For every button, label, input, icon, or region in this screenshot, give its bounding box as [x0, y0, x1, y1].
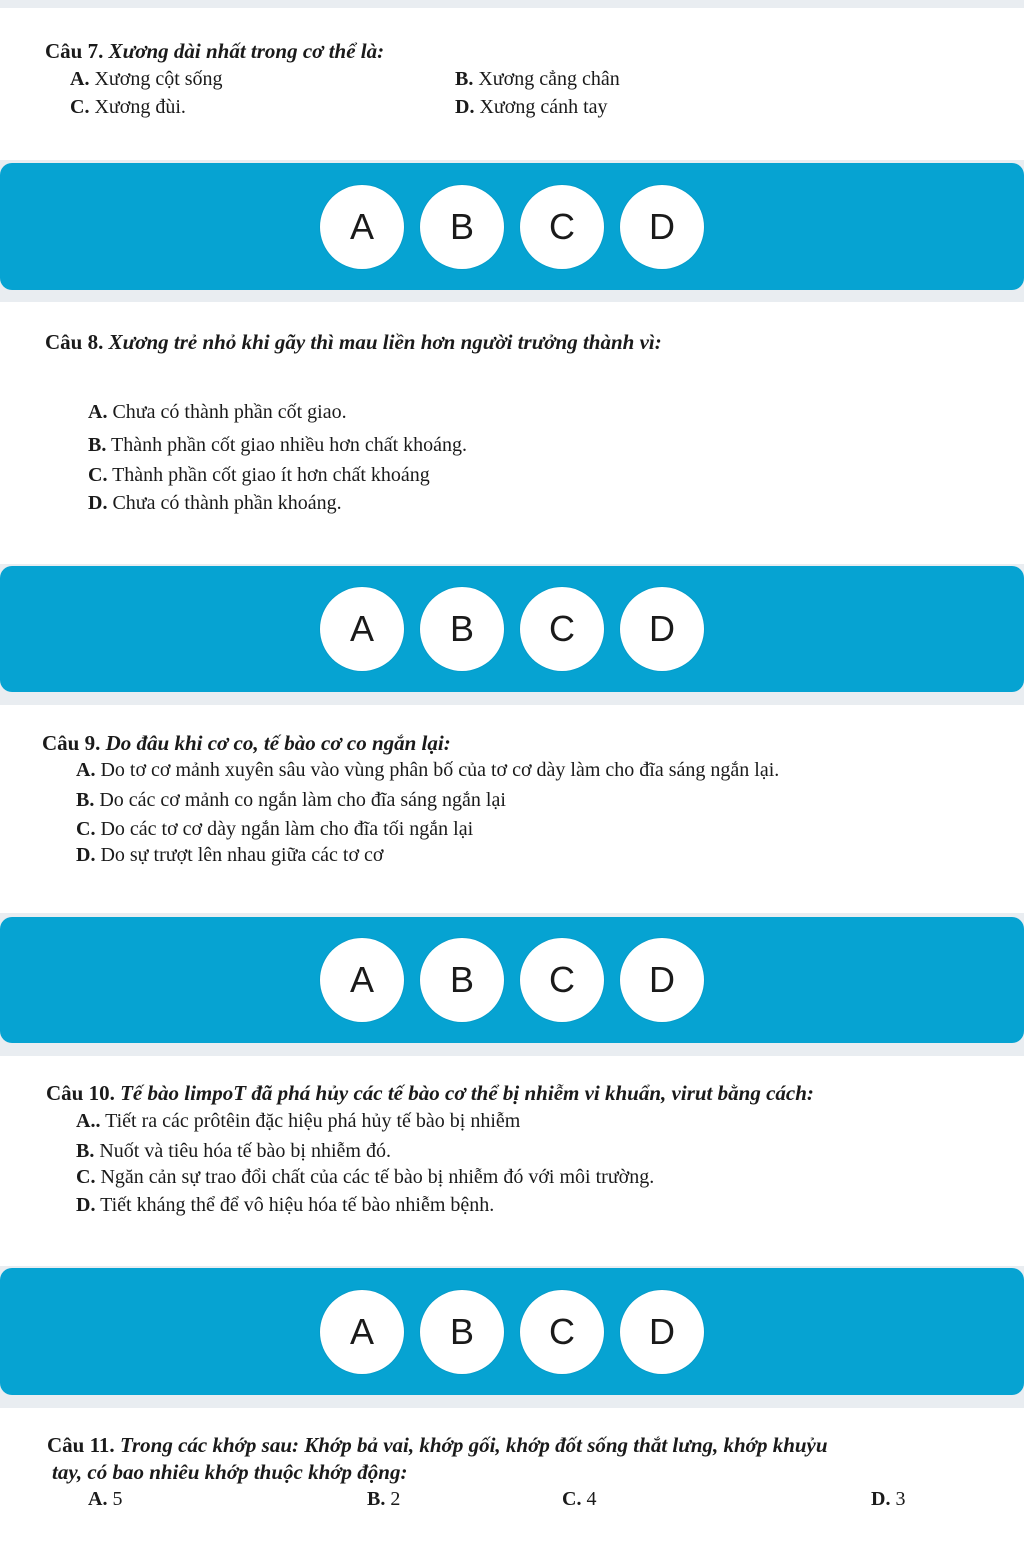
question-number: Câu 7.: [45, 39, 104, 63]
option-b: [455, 66, 620, 92]
answer-buttons: [0, 1290, 1024, 1374]
option-key: C.: [76, 818, 96, 840]
answer-buttons: [0, 185, 1024, 269]
option-key: B.: [367, 1488, 386, 1510]
option-text: 5: [107, 1488, 123, 1510]
answer-button-c[interactable]: C: [520, 938, 604, 1022]
question-title: [45, 329, 662, 355]
option-text: 2: [385, 1488, 401, 1510]
option-b: [76, 787, 506, 813]
answer-button-b[interactable]: B: [420, 938, 504, 1022]
answer-button-a[interactable]: A: [320, 1290, 404, 1374]
answer-bar-10: [0, 1268, 1024, 1395]
option-text: Tiết kháng thể để vô hiệu hóa tế bào nhiễm bệnh.: [95, 1194, 495, 1216]
option-key: B.: [76, 789, 95, 811]
option-text: 3: [890, 1488, 906, 1510]
option-key: D.: [88, 492, 108, 514]
option-a: [76, 1108, 520, 1134]
question-text: Tế bào limpoT đã phá hủy các tế bào cơ thể bị nhiễm vi khuẩn, virut bằng cách:: [114, 1081, 814, 1105]
option-a: [76, 757, 779, 783]
option-key: D.: [455, 96, 475, 118]
question-title: [42, 730, 451, 756]
question-card-11: [0, 1408, 1024, 1559]
option-d: [455, 94, 608, 120]
option-text: Thành phần cốt giao nhiều hơn chất khoáng.: [106, 434, 468, 456]
answer-buttons: [0, 587, 1024, 671]
answer-buttons: [0, 938, 1024, 1022]
option-c: [76, 1164, 654, 1190]
option-key: B.: [455, 68, 474, 90]
answer-button-d[interactable]: D: [620, 938, 704, 1022]
option-a: [88, 399, 347, 425]
question-card-7: [0, 8, 1024, 160]
answer-bar-8: [0, 566, 1024, 692]
option-d: [76, 1192, 494, 1218]
question-text: Trong các khớp sau: Khớp bả vai, khớp gối, khớp đốt sống thắt lưng, khớp khuỷu: [114, 1433, 828, 1457]
question-number: Câu 9.: [42, 731, 101, 755]
answer-button-b[interactable]: B: [420, 185, 504, 269]
answer-button-c[interactable]: C: [520, 1290, 604, 1374]
option-text: Chưa có thành phần khoáng.: [107, 492, 342, 514]
answer-bar-9: [0, 917, 1024, 1043]
question-text: Xương trẻ nhỏ khi gãy thì mau liền hơn người trưởng thành vì:: [103, 330, 662, 354]
answer-bar-7: [0, 163, 1024, 290]
option-c: [88, 462, 430, 488]
answer-button-d[interactable]: D: [620, 587, 704, 671]
option-text: Do tơ cơ mảnh xuyên sâu vào vùng phân bố của tơ cơ dày làm cho đĩa sáng ngắn lại.: [95, 759, 780, 781]
option-key: B.: [88, 434, 107, 456]
option-c: [562, 1486, 596, 1512]
option-key: A.: [88, 1488, 108, 1510]
answer-button-b[interactable]: B: [420, 587, 504, 671]
option-text: Tiết ra các prôtêin đặc hiệu phá hủy tế bào bị nhiễm: [100, 1110, 521, 1132]
option-key: D.: [76, 844, 96, 866]
option-key: C.: [76, 1166, 96, 1188]
question-card-10: [0, 1056, 1024, 1266]
question-number: Câu 10.: [46, 1081, 115, 1105]
option-c: [76, 816, 473, 842]
answer-button-d[interactable]: D: [620, 1290, 704, 1374]
option-b: [88, 432, 467, 458]
question-text: Do đâu khi cơ co, tế bào cơ co ngắn lại:: [100, 731, 451, 755]
answer-button-a[interactable]: A: [320, 185, 404, 269]
option-key: A.: [70, 68, 90, 90]
option-key: A.: [88, 401, 108, 423]
question-number: Câu 11.: [47, 1433, 115, 1457]
option-key: B.: [76, 1140, 95, 1162]
option-a: [88, 1486, 122, 1512]
question-text-line2: tay, có bao nhiêu khớp thuộc khớp động:: [52, 1460, 408, 1484]
option-text: Xương cột sống: [89, 68, 223, 90]
option-text: Chưa có thành phần cốt giao.: [107, 401, 347, 423]
option-d: [871, 1486, 905, 1512]
option-key: A..: [76, 1110, 101, 1132]
option-a: [70, 66, 223, 92]
question-text-continued: [52, 1459, 407, 1485]
option-text: Do các tơ cơ dày ngắn làm cho đĩa tối ngắn lại: [95, 818, 474, 840]
question-card-9: [0, 705, 1024, 913]
question-title: [46, 1080, 814, 1106]
answer-button-c[interactable]: C: [520, 587, 604, 671]
option-key: D.: [871, 1488, 891, 1510]
option-text: Xương cẳng chân: [473, 68, 620, 90]
option-d: [76, 842, 384, 868]
option-text: Nuốt và tiêu hóa tế bào bị nhiễm đó.: [94, 1140, 391, 1162]
option-key: C.: [70, 96, 90, 118]
answer-button-d[interactable]: D: [620, 185, 704, 269]
answer-button-c[interactable]: C: [520, 185, 604, 269]
option-text: Thành phần cốt giao ít hơn chất khoáng: [107, 464, 430, 486]
question-text: Xương dài nhất trong cơ thể là:: [103, 39, 385, 63]
question-title: [47, 1432, 828, 1458]
option-d: [88, 490, 342, 516]
option-key: C.: [88, 464, 108, 486]
option-b: [76, 1138, 391, 1164]
option-text: 4: [581, 1488, 597, 1510]
question-card-8: [0, 302, 1024, 564]
option-key: D.: [76, 1194, 96, 1216]
option-key: C.: [562, 1488, 582, 1510]
option-key: A.: [76, 759, 96, 781]
option-text: Ngăn cản sự trao đổi chất của các tế bào bị nhiễm đó với môi trường.: [95, 1166, 655, 1188]
option-c: [70, 94, 186, 120]
option-text: Do các cơ mảnh co ngắn làm cho đĩa sáng ngắn lại: [94, 789, 506, 811]
option-text: Xương cánh tay: [474, 96, 608, 118]
answer-button-a[interactable]: A: [320, 587, 404, 671]
option-text: Do sự trượt lên nhau giữa các tơ cơ: [95, 844, 384, 866]
option-b: [367, 1486, 400, 1512]
option-text: Xương đùi.: [89, 96, 186, 118]
answer-button-b[interactable]: B: [420, 1290, 504, 1374]
answer-button-a[interactable]: A: [320, 938, 404, 1022]
question-number: Câu 8.: [45, 330, 104, 354]
question-title: [45, 38, 384, 64]
